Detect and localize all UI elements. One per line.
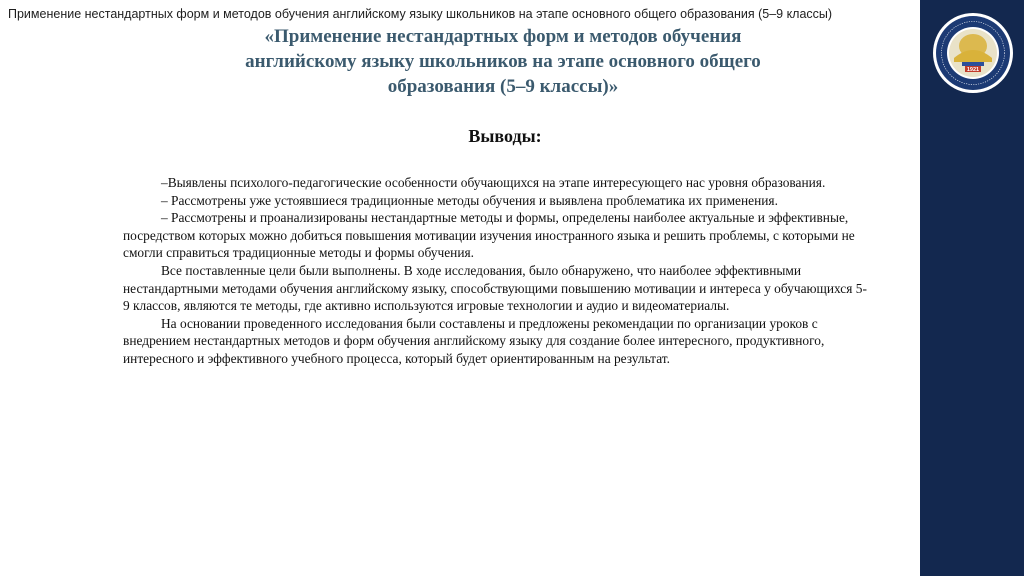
paragraph-3: – Рассмотрены и проанализированы нестандартные методы и формы, определены наиболее актуальные и эффективные, посредством которых можно добиться повышения мотивации изучения иностранного языка и решить проблемы, с которыми не смогли справиться традиционные методы и формы обучения. <box>123 210 855 261</box>
conclusions-body <box>123 174 871 368</box>
title-line-3: образования (5–9 классы)» <box>387 76 619 97</box>
conclusions-heading: Выводы: <box>468 126 542 146</box>
slide-title <box>170 24 836 99</box>
title-line-2: английскому языку школьников на этапе основного общего <box>245 51 761 72</box>
right-sidebar <box>920 0 1024 576</box>
paragraph-4: Все поставленные цели были выполнены. В ходе исследования, было обнаружено, что наиболее эффективными нестандартными методами обучения английскому языку, способствующими повышению мотивации и интереса у обучающихся 5-9 классов, являются те методы, где активно используются игровые технологии и аудио и видеоматериалы. <box>123 262 867 314</box>
paragraph-5: На основании проведенного исследования были составлены и предложены рекомендации по организации уроков с внедрением нестандартных методов и форм обучения английскому языку для создание более интересного, продуктивного, интересного и эффективного учебного процесса, который будет ориентированным на результат. <box>123 315 825 366</box>
title-line-1: «Применение нестандартных форм и методов обучения <box>264 26 742 47</box>
paragraph-1: –Выявлены психолого-педагогические особенности обучающихся на этапе интересующего нас уровня образования. <box>161 175 826 190</box>
university-logo <box>932 12 1014 94</box>
logo-year: 1921 <box>966 67 980 73</box>
slide-header: Применение нестандартных форм и методов обучения английскому языку школьников на этапе основного общего образования (5–9 классы) <box>8 7 833 21</box>
paragraph-2: – Рассмотрены уже устоявшиеся традиционные методы обучения и выявлена проблематика их применения. <box>161 192 778 208</box>
